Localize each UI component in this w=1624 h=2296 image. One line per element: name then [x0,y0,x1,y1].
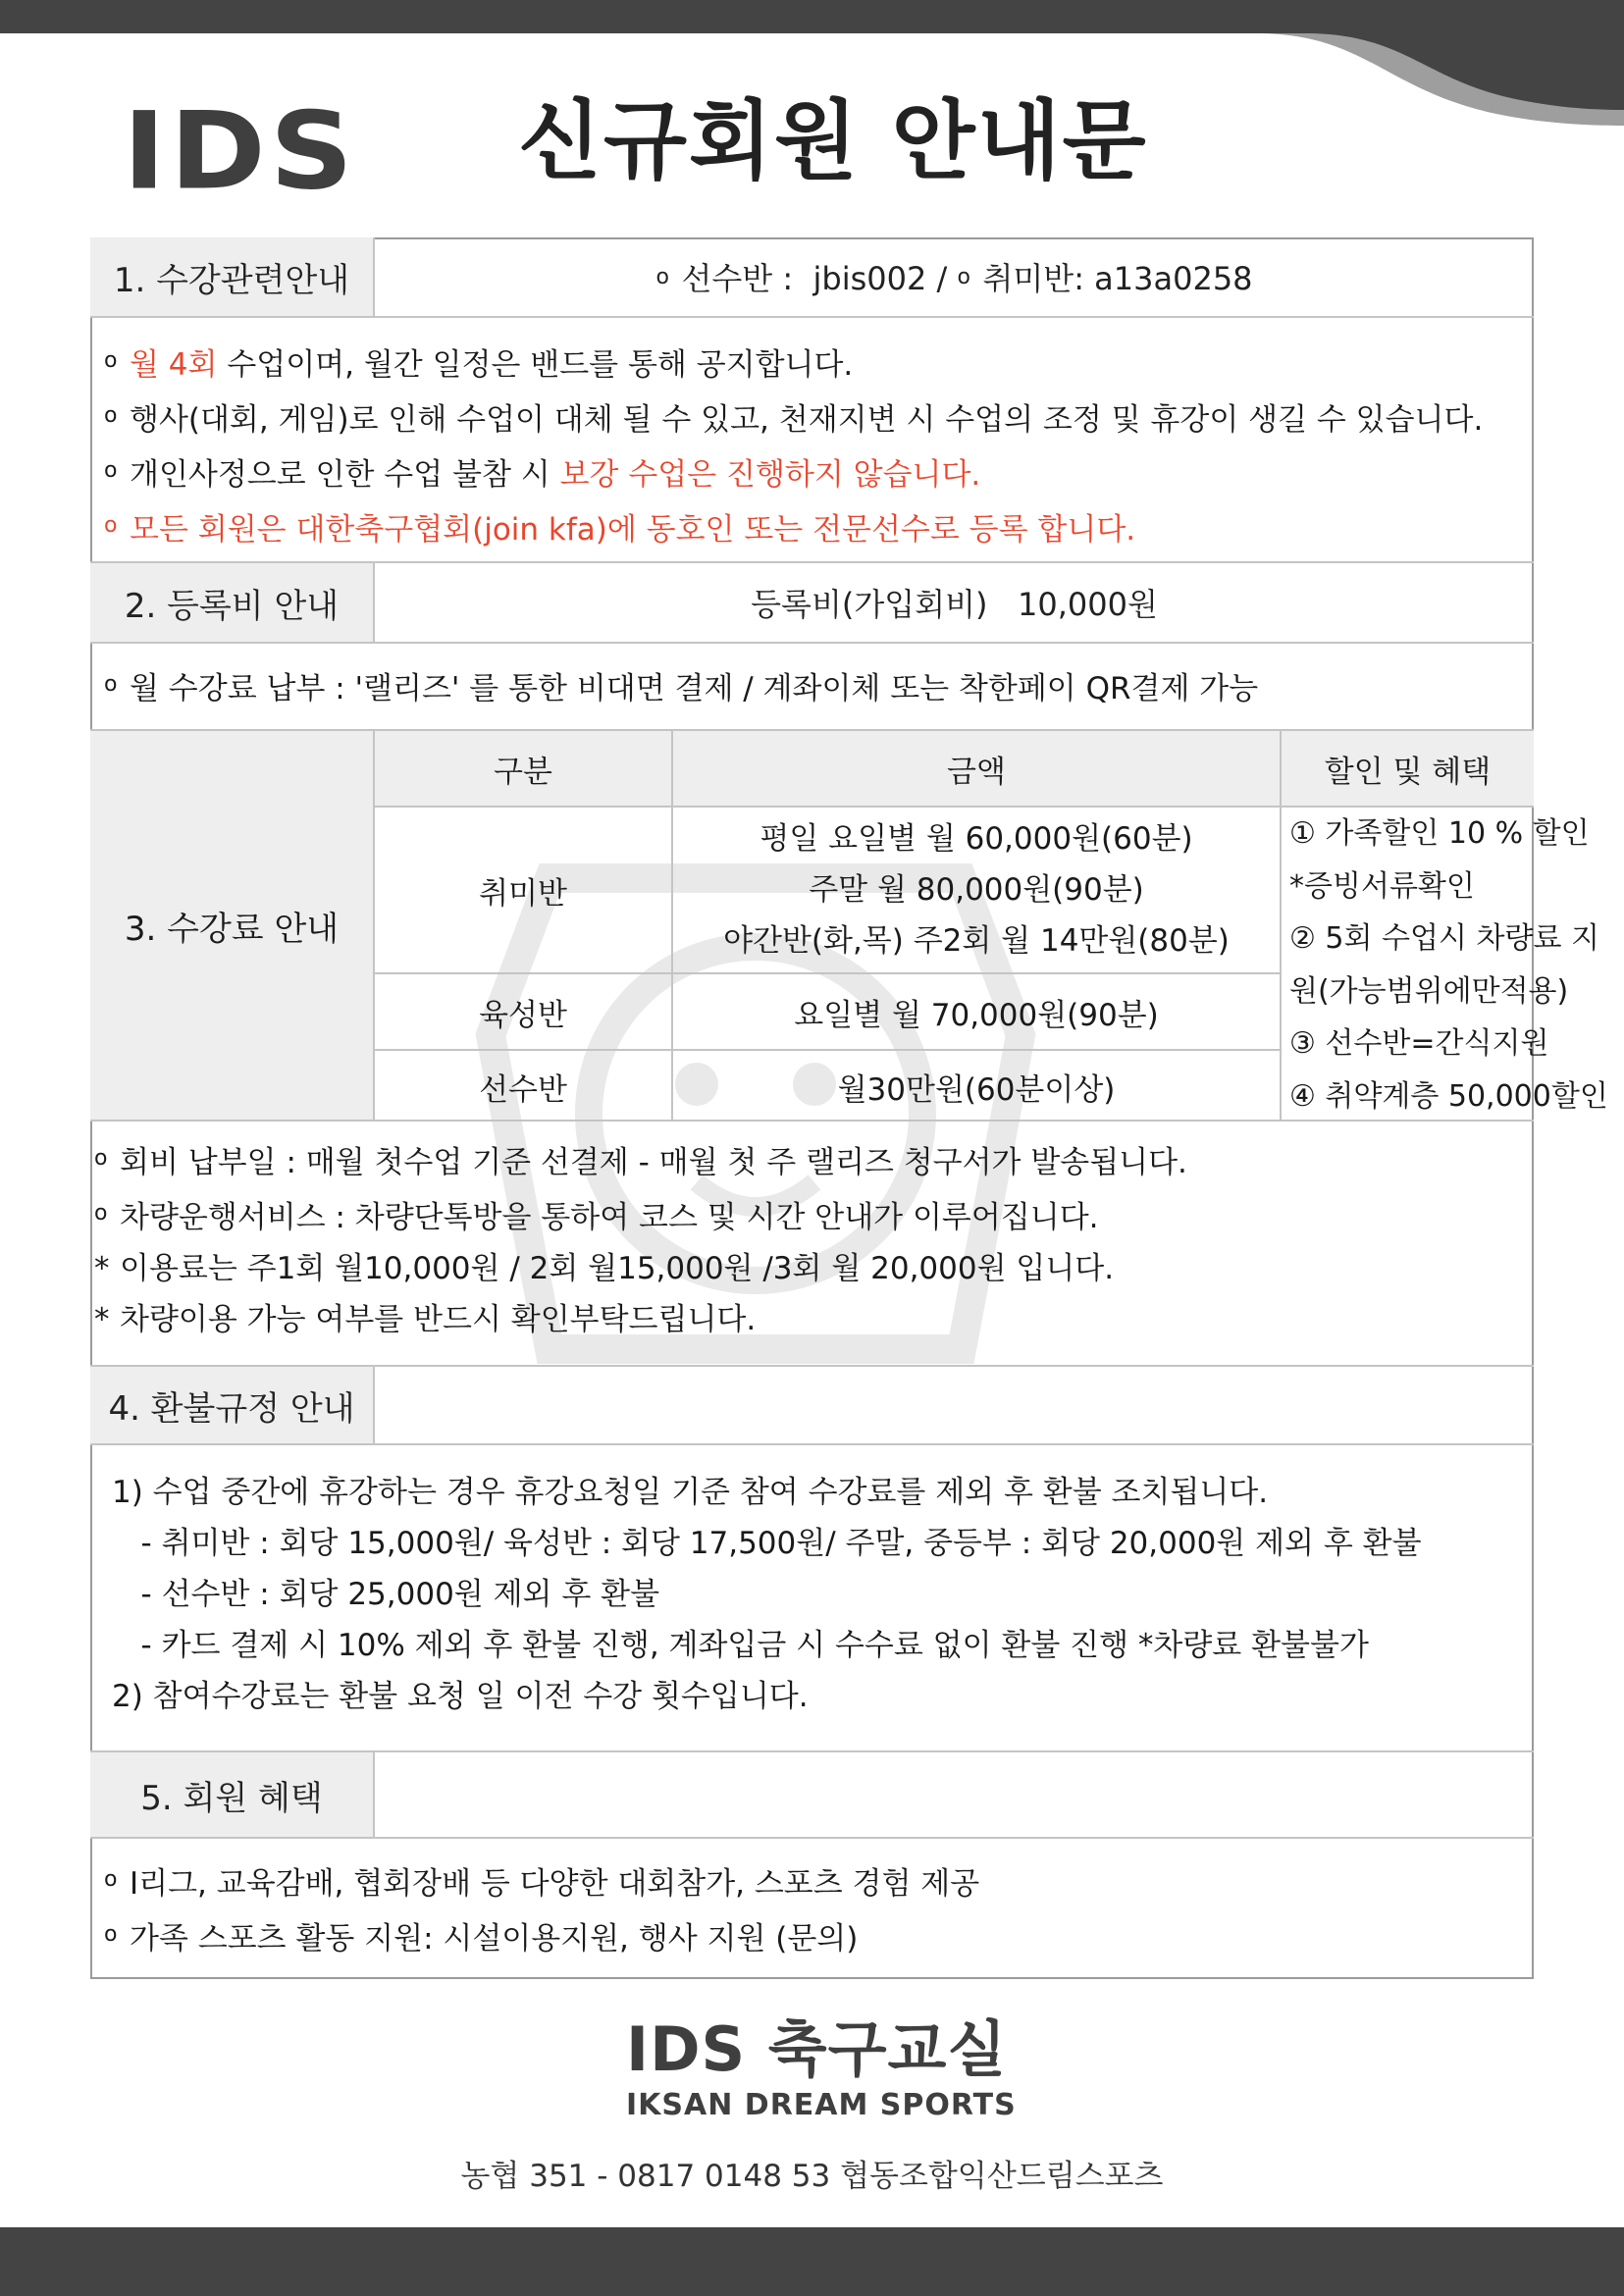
payment-note: o 월 수강료 납부 : '랠리즈' 를 통한 비대면 결제 / 계좌이체 또는 착한페이 QR결제 가능 [104,659,1534,714]
bullet-icon: o [104,348,118,373]
benefit-line: ② 5회 수업시 차량료 지 [1289,921,1599,956]
fee-table [90,731,1608,1122]
refund-line: - 선수반 : 회당 25,000원 제외 후 환불 [112,1577,660,1612]
section1-band-suffix: 취미반: a13a0258 [982,260,1253,297]
section4-content [90,1445,1534,1752]
benefit-item: o 가족 스포츠 활동 지원: 시설이용지원, 행사 지원 (문의) [104,1909,1534,1964]
benefit-line: 원(가능범위에만적용) [1289,973,1569,1009]
price-line: 야간반(화,목) 주2회 월 14만원(80분) [723,923,1230,959]
benefit-item: o I리그, 교육감배, 협회장배 등 다양한 대회참가, 스포츠 경험 제공 [104,1854,1534,1909]
refund-line: 2) 참여수강료는 환불 요청 일 이전 수강 횟수입니다. [112,1679,809,1714]
registration-fee: 등록비(가입회비) 10,000원 [751,586,1158,623]
section1-heading: 1. 수강관련안내 [90,237,375,316]
benefit-line: ③ 선수반=간식지원 [1289,1026,1549,1061]
section2-heading: 2. 등록비 안내 [90,563,375,642]
bullet-icon: o [104,1922,118,1947]
footer-logo: IDS 축구교실 [626,2013,1008,2085]
section1-content [90,318,1534,563]
note-line: * 이용료는 주1회 월10,000원 / 2회 월15,000원 /3회 월 20,000원 입니다. [94,1251,1115,1286]
benefits-cell [1280,806,1608,1122]
row-price-training: 요일별 월 70,000원(90분) [671,972,1280,1049]
benefit-line: ① 가족할인 10 % 할인 [1289,816,1590,851]
section2-header-row [90,563,1534,644]
benefit-line: ④ 취약계층 50,000할인 [1289,1078,1608,1114]
row-price-hobby [671,806,1280,972]
bullet-icon: o [104,1867,118,1892]
ids-logo: IDS [123,88,357,214]
section1-band-info [375,237,1534,316]
section5-header-row [90,1752,1534,1839]
section2-note-row [90,644,1534,731]
bullet-icon: o [104,458,118,483]
col-header-price: 금액 [671,731,1280,806]
refund-line: - 취미반 : 회당 15,000원/ 육성반 : 회당 17,500원/ 주말, 중등부 : 회당 20,000원 제외 후 환불 [112,1526,1422,1561]
bullet-icon: o [957,264,970,289]
section1-red-line: o 모든 회원은 대한축구협회(join kfa)에 동호인 또는 전문선수로 등록 합니다. [104,500,1534,555]
section4-header-row [90,1367,1534,1445]
section1-header-row [90,237,1534,318]
section5-content [90,1839,1534,1979]
bank-account: 농협 351 - 0817 0148 53 협동조합익산드림스포츠 [460,2159,1164,2194]
bullet-icon: o [655,264,669,289]
section1-line: o 월 4회 수업이며, 월간 일정은 밴드를 통해 공지합니다. [104,336,1534,391]
bullet-icon: o [104,513,118,538]
page-title: 신규회원 안내문 [518,90,1148,191]
bullet-icon: o [104,672,118,697]
section5-heading: 5. 회원 혜택 [90,1752,375,1837]
row-name-elite: 선수반 [375,1049,671,1122]
bullet-icon: o [104,403,118,428]
row-name-hobby: 취미반 [375,806,671,972]
section4-heading: 4. 환불규정 안내 [90,1367,375,1443]
note-line: * 차량이용 가능 여부를 반드시 확인부탁드립니다. [94,1302,757,1337]
price-line: 평일 요일별 월 60,000원(60분) [760,821,1193,857]
bottom-decor-band [0,2227,1624,2296]
price-line: 주말 월 80,000원(90분) [809,872,1144,908]
section1-line: o 개인사정으로 인한 수업 불참 시 보강 수업은 진행하지 않습니다. [104,445,1534,500]
note-line: o 회비 납부일 : 매월 첫수업 기준 선결제 - 매월 첫 주 랠리즈 청구서가 발송됩니다. [94,1145,1187,1180]
benefit-line: *증빙서류확인 [1289,868,1475,904]
row-price-elite: 월30만원(60분이상) [671,1049,1280,1122]
refund-line: - 카드 결제 시 10% 제외 후 환불 진행, 계좌입금 시 수수료 없이 환불 진행 *차량료 환불불가 [112,1628,1369,1663]
section3-notes [90,1122,1534,1367]
row-name-training: 육성반 [375,972,671,1049]
note-line: o 차량운행서비스 : 차량단톡방을 통하여 코스 및 시간 안내가 이루어집니다. [94,1200,1099,1235]
col-header-benefit: 할인 및 혜택 [1280,731,1534,806]
section3-heading: 3. 수강료 안내 [90,731,375,1120]
section1-line: o 행사(대회, 게임)로 인해 수업이 대체 될 수 있고, 천재지변 시 수업의 조정 및 휴강이 생길 수 있습니다. [104,391,1534,445]
section1-band-prefix: 선수반 : jbis002 / [681,260,958,297]
col-header-category: 구분 [375,731,671,806]
refund-line: 1) 수업 중간에 휴강하는 경우 휴강요청일 기준 참여 수강료를 제외 후 환불 조치됩니다. [112,1475,1269,1510]
footer-subtitle: IKSAN DREAM SPORTS [626,2088,1017,2122]
